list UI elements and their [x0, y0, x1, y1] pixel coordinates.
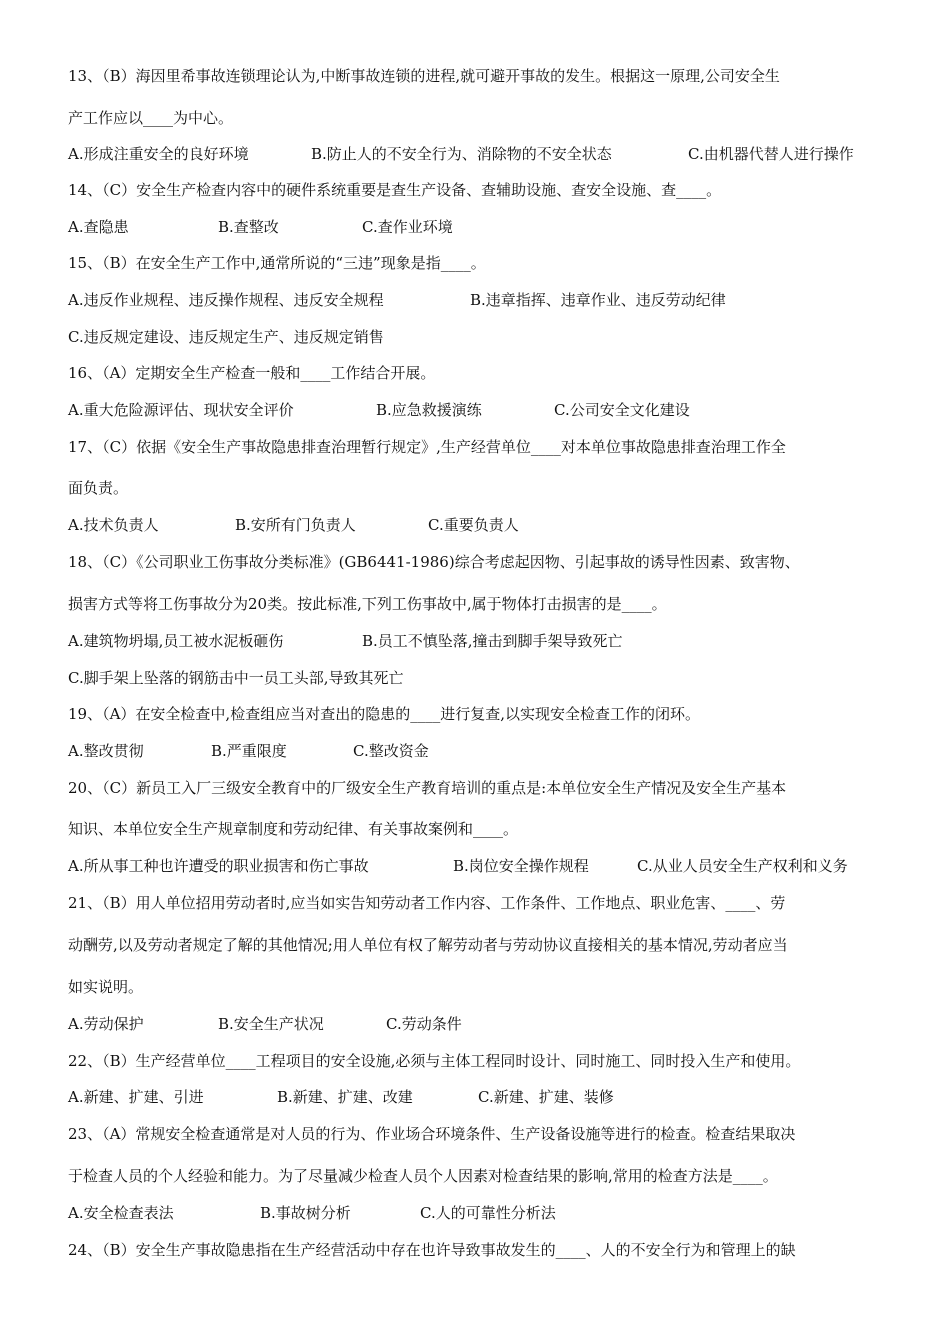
- question-22-option-c: C.新建、扩建、装修: [478, 1088, 614, 1106]
- question-13-option-a: A.形成注重安全的良好环境: [68, 145, 249, 163]
- question-13-option-b: B.防止人的不安全行为、消除物的不安全状态: [311, 145, 612, 163]
- question-15-option-c: C.违反规定建设、违反规定生产、违反规定销售: [68, 328, 384, 346]
- question-16-option-b: B.应急救援演练: [376, 401, 482, 419]
- question-19-option-b: B.严重限度: [211, 742, 287, 760]
- question-20-option-c: C.从业人员安全生产权利和义务: [637, 857, 848, 875]
- question-23-option-c: C.人的可靠性分析法: [420, 1204, 556, 1222]
- question-15-line-1: 15、（B）在安全生产工作中,通常所说的“三违”现象是指____。: [68, 254, 486, 272]
- question-21-line-3: 如实说明。: [68, 978, 144, 996]
- question-21-option-a: A.劳动保护: [68, 1015, 144, 1033]
- question-22-option-b: B.新建、扩建、改建: [277, 1088, 413, 1106]
- question-23-line-2: 于检查人员的个人经验和能力。为了尽量减少检查人员个人因素对检查结果的影响,常用的检查方法是____。: [68, 1167, 778, 1185]
- question-19-option-a: A.整改贯彻: [68, 742, 144, 760]
- question-22-option-a: A.新建、扩建、引进: [68, 1088, 204, 1106]
- question-13-line-1: 13、（B）海因里希事故连锁理论认为,中断事故连锁的进程,就可避开事故的发生。根据这一原理,公司安全生: [68, 67, 780, 85]
- question-15-option-a: A.违反作业规程、违反操作规程、违反安全规程: [68, 291, 384, 309]
- question-21-line-1: 21、（B）用人单位招用劳动者时,应当如实告知劳动者工作内容、工作条件、工作地点、职业危害、____、劳: [68, 894, 786, 912]
- question-16-option-c: C.公司安全文化建设: [554, 401, 690, 419]
- question-22-line-1: 22、（B）生产经营单位____工程项目的安全设施,必须与主体工程同时设计、同时施工、同时投入生产和使用。: [68, 1052, 801, 1070]
- question-21-line-2: 动酬劳,以及劳动者规定了解的其他情况;用人单位有权了解劳动者与劳动协议直接相关的基本情况,劳动者应当: [68, 936, 788, 954]
- question-13-line-2: 产工作应以____为中心。: [68, 109, 234, 127]
- question-20-option-a: A.所从事工种也许遭受的职业损害和伤亡事故: [68, 857, 369, 875]
- question-16-line-1: 16、（A）定期安全生产检查一般和____工作结合开展。: [68, 364, 436, 382]
- question-17-option-c: C.重要负责人: [428, 516, 519, 534]
- question-20-line-1: 20、（C）新员工入厂三级安全教育中的厂级安全生产教育培训的重点是:本单位安全生产情况及安全生产基本: [68, 779, 787, 797]
- question-17-line-1: 17、（C）依据《安全生产事故隐患排查治理暂行规定》,生产经营单位____对本单位事故隐患排查治理工作全: [68, 438, 786, 456]
- question-23-option-b: B.事故树分析: [260, 1204, 351, 1222]
- question-21-option-c: C.劳动条件: [386, 1015, 462, 1033]
- question-24-line-1: 24、（B）安全生产事故隐患指在生产经营活动中存在也许导致事故发生的____、人的不安全行为和管理上的缺: [68, 1241, 796, 1259]
- question-17-option-b: B.安所有门负责人: [235, 516, 356, 534]
- question-23-line-1: 23、（A）常规安全检查通常是对人员的行为、作业场合环境条件、生产设备设施等进行的检查。检查结果取决: [68, 1125, 796, 1143]
- question-20-option-b: B.岗位安全操作规程: [453, 857, 589, 875]
- question-14-option-c: C.查作业环境: [362, 218, 453, 236]
- question-21-option-b: B.安全生产状况: [218, 1015, 324, 1033]
- question-16-option-a: A.重大危险源评估、现状安全评价: [68, 401, 294, 419]
- question-18-option-b: B.员工不慎坠落,撞击到脚手架导致死亡: [362, 632, 623, 650]
- question-23-option-a: A.安全检查表法: [68, 1204, 174, 1222]
- question-15-option-b: B.违章指挥、违章作业、违反劳动纪律: [470, 291, 726, 309]
- question-14-option-a: A.查隐患: [68, 218, 129, 236]
- question-20-line-2: 知识、本单位安全生产规章制度和劳动纪律、有关事故案例和____。: [68, 820, 519, 838]
- question-18-option-a: A.建筑物坍塌,员工被水泥板砸伤: [68, 632, 284, 650]
- question-18-line-2: 损害方式等将工伤事故分为20类。按此标准,下列工伤事故中,属于物体打击损害的是____。: [68, 595, 667, 613]
- question-18-line-1: 18、（C）《公司职业工伤事故分类标准》(GB6441-1986)综合考虑起因物、引起事故的诱导性因素、致害物、: [68, 553, 800, 571]
- question-14-line-1: 14、（C）安全生产检查内容中的硬件系统重要是查生产设备、查辅助设施、查安全设施、查____。: [68, 181, 722, 199]
- question-19-line-1: 19、（A）在安全检查中,检查组应当对查出的隐患的____进行复查,以实现安全检查工作的闭环。: [68, 705, 700, 723]
- question-18-option-c: C.脚手架上坠落的钢筋击中一员工头部,导致其死亡: [68, 669, 404, 687]
- question-17-option-a: A.技术负责人: [68, 516, 159, 534]
- question-13-option-c: C.由机器代替人进行操作: [688, 145, 854, 163]
- question-14-option-b: B.查整改: [218, 218, 279, 236]
- question-19-option-c: C.整改资金: [353, 742, 429, 760]
- question-17-line-2: 面负责。: [68, 479, 129, 497]
